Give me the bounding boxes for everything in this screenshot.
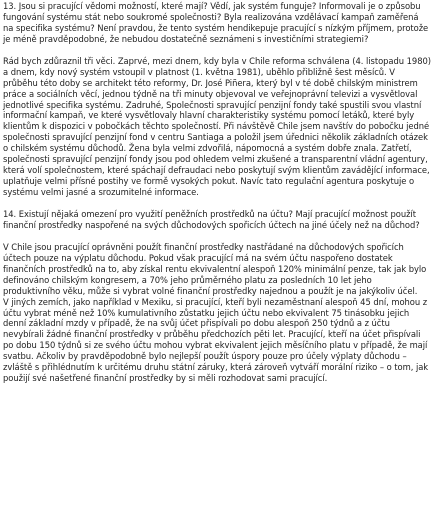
answer-13-paragraph: Rád bych zdůraznil tři věci. Zaprvé, mezi dnem, kdy byla v Chile reforma schválena (4. listopadu 1980) a dnem, kdy nový systém vstoupil v platnost (1. května 1981), uběhlo přibližně šest měsíců. V průběhu této doby se architekt této reformy, Dr. José Piñera, který byl v té době chilským ministrem práce a sociálních věcí, jednou týdně na tři minuty objevoval ve veřejnoprávní televizi a vysvětloval jednotlivé specifika systému. Zadruhé, Společnosti spravující penzijní fondy také spustili svou vlastní informační kampaň, ve které vysvětlovaly hlavní charakteristiky systému pomocí letáků, které byly klientům k dispozici v pobočkách těchto společností. Při návštěvě Chile jsem navštív do pobočku jedné společnosti spravující penzijní fond v centru Santiaga a položil jsem úřednici několik základních otázek o chilském systému důchodů. Žena byla velmi zdvořilá, nápomocná a systém dobře znala. Zatřetí, společnosti spravující penzijní fondy jsou pod ohledem velmi zkušené a transparentní vládní agentury, která volí společnostem, které spáchají defraudaci nebo poskytují svým klientům zavádějící informace, uplatňuje velmi přísné postihy ve formě vysokých pokut. Navíc tato regulační agentura poskytuje o systému velmi jasné a srozumitelné informace. xyxy=(3,55,434,198)
paragraph-spacer xyxy=(3,45,431,56)
question-13-paragraph: 13. Jsou si pracující vědomi možností, které mají? Vědí, jak systém funguje? Informovali je o způsobu fungování systému stát nebo soukromé společnosti? Byla realizována vzdělávací kampaň zaměřená na specifika systému? Není pravdou, že tento systém hendikepuje pracující s nízkým příjmem, protože je méně pravděpodobné, že nebudou dostatečně seznámeni s investičními strategiemi? xyxy=(3,1,431,44)
paragraph-spacer xyxy=(3,198,431,209)
paragraph-spacer xyxy=(3,231,431,242)
question-14-paragraph: 14. Existují nějaká omezení pro využití peněžních prostředků na účtu? Mají pracující možnost použít finanční prostředky naspořené na svých důchodových spořicích účtech na jiné účely než na důchod? xyxy=(3,208,420,230)
answer-14-paragraph: V Chile jsou pracující oprávněni použít finanční prostředky nastřádané na důchodových spořicích účtech pouze na výplatu důchodu. Pokud však pracující má na svém účtu naspořeno dostatek finančních prostředků na to, aby získal rentu ekvivalentní alespoň 120% minimální penze, tak jak bylo definováno chilským kongresem, a 70% jeho průměrného platu za posledních 10 let jeho produktivního věku, může si vybrat volné finanční prostředky najednou a použít je na jakýkoliv účel. V jiných zemích, jako například v Mexiku, si pracující, kteří byli nezaměstnaní alespoň 45 dní, mohou z účtu vybrat méně než 10% kumulativního zůstatku jejich účtu nebo ekvivalent 75 tinásobku jejich denní základní mzdy v případě, že na svůj účet přispívali po dobu alespoň 250 týdnů a z účtu nevybírali žádné finanční prostředky v průběhu předchozích pěti let. Pracující, kteří na účet přispívali po dobu 150 týdnů si ze svého účtu mohou vybrat ekvivalent jejich měsíčního platu v případě, že mají svatbu. Ačkoliv by pravděpodobně bylo nejlepší použít úspory pouze pro účely výplaty důchodu – zvláště s přihlédnutím k určitému druhu státní záruky, která zároveň vytváří morální riziko – o tom, jak použijí své našetřené finanční prostředky by si měli rozhodovat sami pracující. xyxy=(3,241,429,384)
